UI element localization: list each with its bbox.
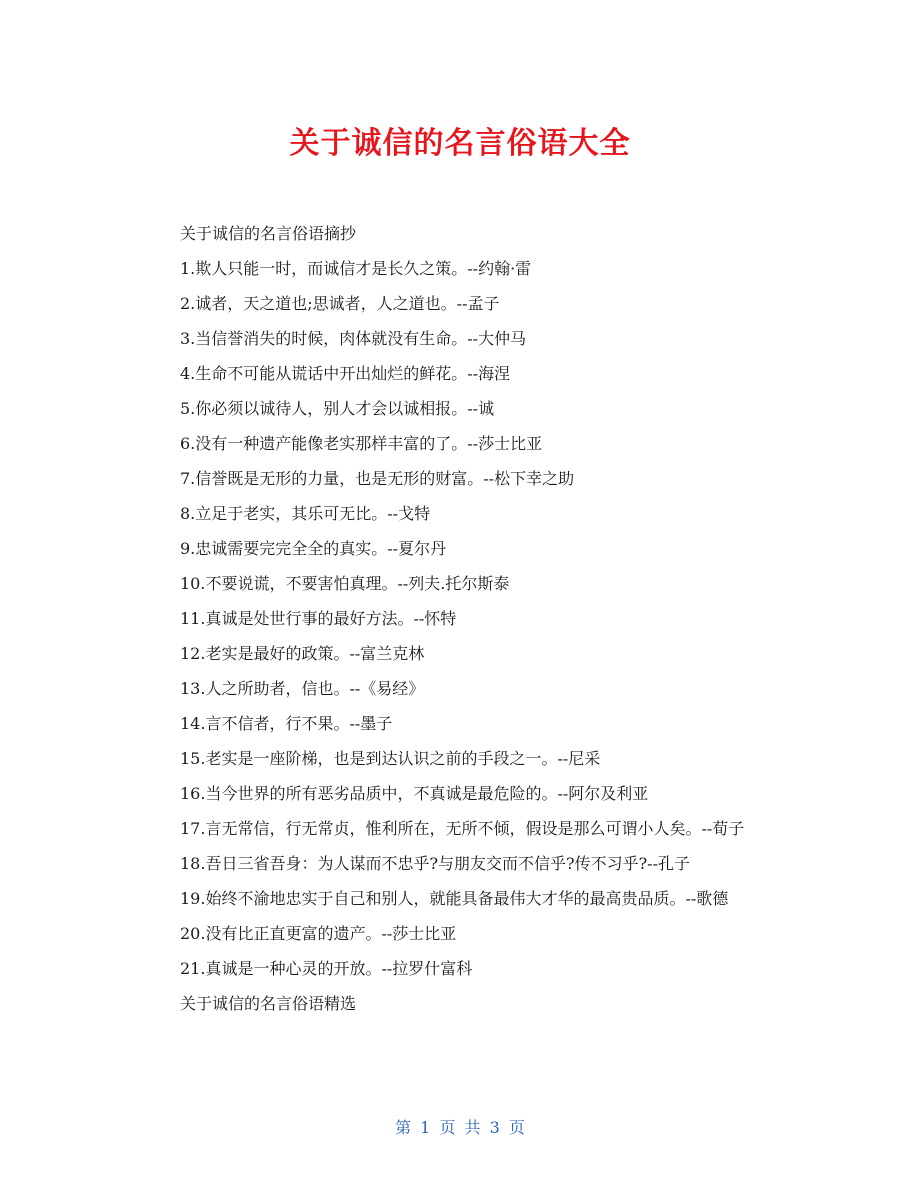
- quote-line: 9.忠诚需要完完全全的真实。--夏尔丹: [180, 539, 447, 558]
- quote-line: 3.当信誉消失的时候，肉体就没有生命。--大仲马: [180, 329, 527, 348]
- quote-line: 2.诚者，天之道也;思诚者，人之道也。--孟子: [180, 294, 500, 313]
- quote-line: 18.吾日三省吾身：为人谋而不忠乎?与朋友交而不信乎?传不习乎?--孔子: [180, 854, 690, 873]
- quote-line: 13.人之所助者，信也。--《易经》: [180, 679, 425, 698]
- quote-line: 14.言不信者，行不果。--墨子: [180, 714, 393, 733]
- quote-line: 6.没有一种遗产能像老实那样丰富的了。--莎士比亚: [180, 434, 543, 453]
- quote-line: 7.信誉既是无形的力量，也是无形的财富。--松下幸之助: [180, 469, 575, 488]
- quote-line: 16.当今世界的所有恶劣品质中，不真诚是最危险的。--阿尔及利亚: [180, 784, 649, 803]
- section-heading: 关于诚信的名言俗语摘抄: [180, 224, 357, 243]
- quote-line: 10.不要说谎，不要害怕真理。--列夫.托尔斯泰: [180, 574, 510, 593]
- quote-line: 12.老实是最好的政策。--富兰克林: [180, 644, 425, 663]
- quote-line: 20.没有比正直更富的遗产。--莎士比亚: [180, 924, 457, 943]
- document-body: [138, 216, 788, 1021]
- quote-line: 11.真诚是处世行事的最好方法。--怀特: [180, 609, 457, 628]
- quote-line: 17.言无常信，行无常贞，惟利所在，无所不倾，假设是那么可谓小人矣。--荀子: [180, 819, 745, 838]
- quote-line: 15.老实是一座阶梯，也是到达认识之前的手段之一。--尼采: [180, 749, 601, 768]
- quote-line: 19.始终不渝地忠实于自己和别人，就能具备最伟大才华的最高贵品质。--歌德: [180, 889, 729, 908]
- quote-line: 8.立足于老实，其乐可无比。--戈特: [180, 504, 431, 523]
- quote-line: 1.欺人只能一时，而诚信才是长久之策。--约翰·雷: [180, 259, 532, 278]
- quote-line: 4.生命不可能从谎话中开出灿烂的鲜花。--海涅: [180, 364, 511, 383]
- quote-line: 5.你必须以诚待人，别人才会以诚相报。--诚: [180, 399, 495, 418]
- document-title: 关于诚信的名言俗语大全: [289, 126, 631, 161]
- quote-line: 21.真诚是一种心灵的开放。--拉罗什富科: [180, 959, 473, 978]
- page-number: 第 1 页 共 3 页: [395, 1118, 525, 1137]
- section-heading: 关于诚信的名言俗语精选: [180, 994, 357, 1013]
